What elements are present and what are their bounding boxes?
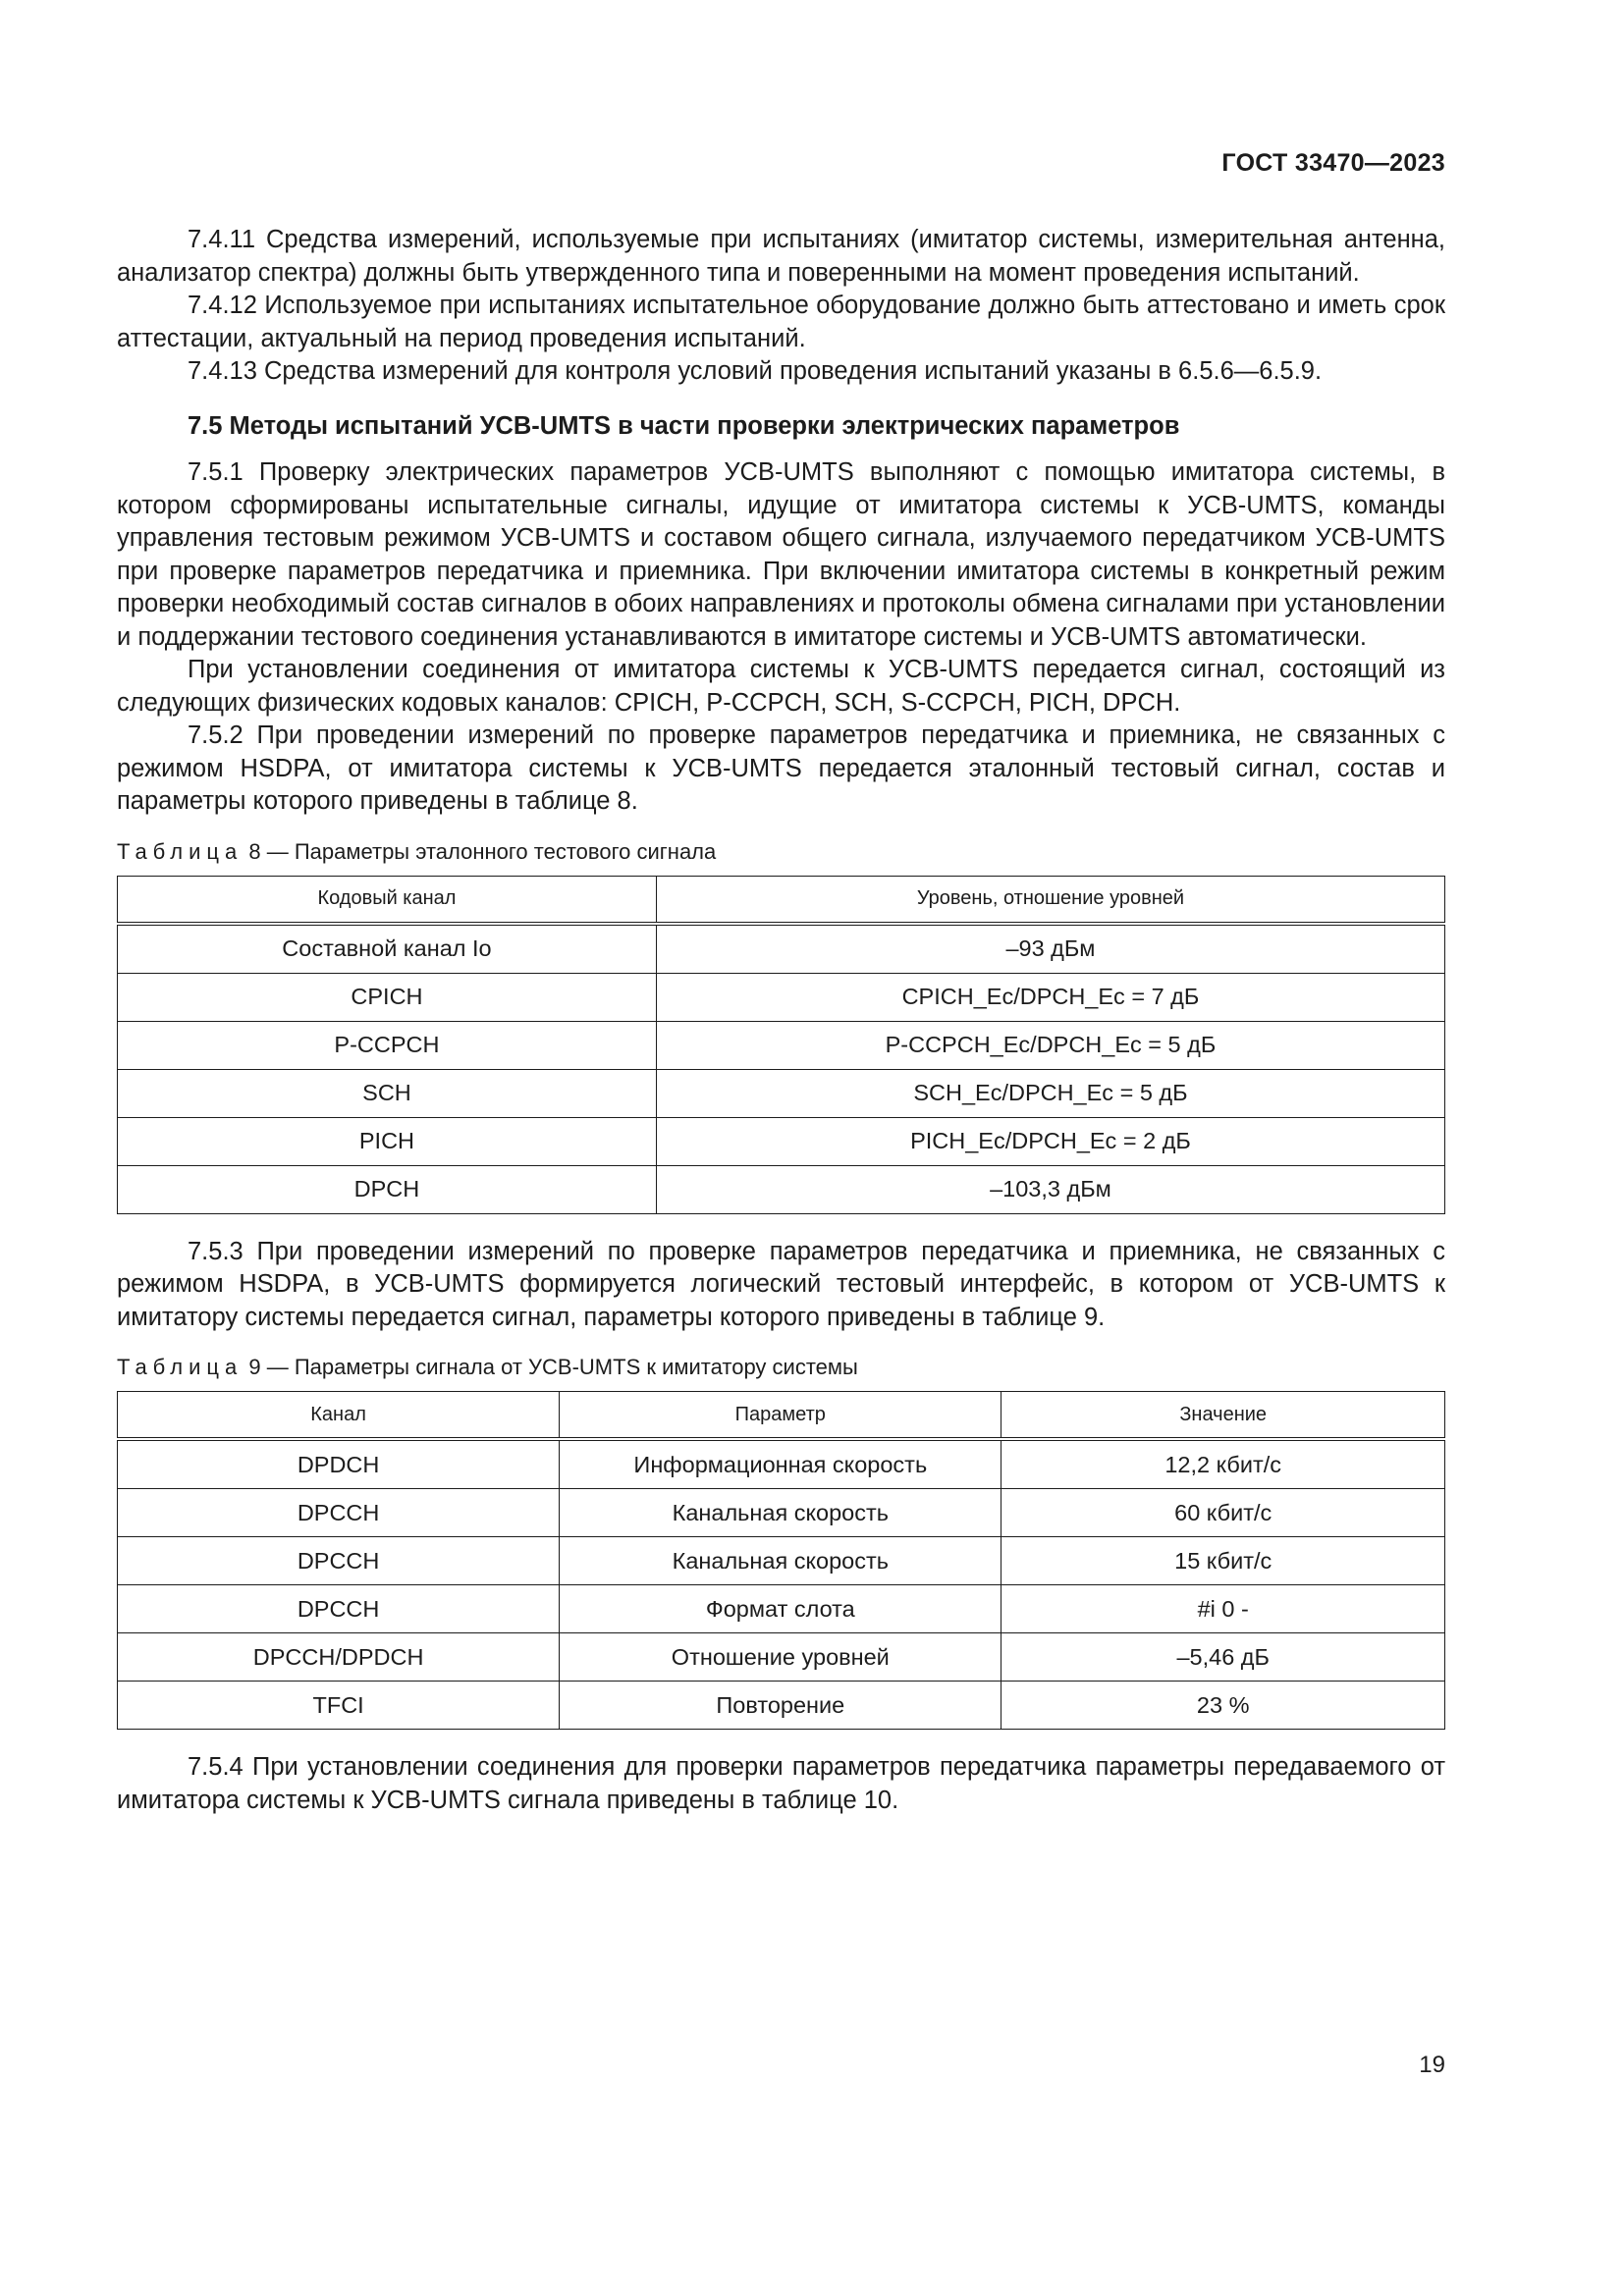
table-cell: 60 кбит/с <box>1001 1489 1445 1537</box>
table-header-row <box>118 1392 1445 1440</box>
table-cell: 15 кбит/с <box>1001 1537 1445 1585</box>
table-cell: CPICH <box>118 973 657 1021</box>
table-cell: #i 0 - <box>1001 1585 1445 1633</box>
document-page <box>117 0 1445 2296</box>
table-row <box>118 973 1445 1021</box>
paragraph-7-5-4: 7.5.4 При установлении соединения для проверки параметров передатчика параметры передаваемого от имитатора системы к УСВ-UMTS сигнала приведены в таблице 10. <box>117 1753 1445 1814</box>
table-cell: 12,2 кбит/с <box>1001 1439 1445 1489</box>
page-content <box>117 224 1445 1817</box>
column-header: Уровень, отношение уровней <box>656 876 1444 924</box>
paragraph-7-5-1: 7.5.1 Проверку электрических параметров УСВ-UMTS выполняют с помощью имитатора системы, в котором сформированы испытательные сигналы, идущие от имитатора системы к УСВ-UMTS, команды управления тестовым режимом УСВ-UMTS и составом общего сигнала, излучаемого передатчиком УСВ-UMTS при проверке параметров передатчика и приемника. При включении имитатора системы в конкретный режим проверки необходимый состав сигналов в обоих направлениях и протоколы обмена сигналами при установлении и поддержании тестового соединения устанавливаются в имитаторе системы и УСВ-UMTS автоматически. <box>117 458 1445 651</box>
table-header-row <box>118 876 1445 924</box>
table-cell: SCH <box>118 1069 657 1117</box>
paragraph-7-4-13: 7.4.13 Средства измерений для контроля условий проведения испытаний указаны в 6.5.6—6.5.9. <box>188 357 1323 385</box>
table-row <box>118 1633 1445 1682</box>
table-row <box>118 1117 1445 1165</box>
table-cell: P-CCPCH <box>118 1021 657 1069</box>
section-7-5-heading: 7.5 Методы испытаний УСВ-UMTS в части проверки электрических параметров <box>188 411 1180 440</box>
table-cell: DPCCH <box>118 1585 560 1633</box>
column-header: Канал <box>118 1392 560 1440</box>
table-8-caption-prefix: Таблица <box>117 838 244 864</box>
table-cell: DPCCH <box>118 1489 560 1537</box>
paragraph-7-4-11: 7.4.11 Средства измерений, используемые при испытаниях (имитатор системы, измерительная антенна, анализатор спектра) должны быть утвержденного типа и поверенными на момент проведения испытаний. <box>117 226 1445 287</box>
table-9-caption <box>117 1354 1445 1381</box>
column-header: Кодовый канал <box>118 876 657 924</box>
paragraph-7-4-12: 7.4.12 Используемое при испытаниях испытательное оборудование должно быть аттестовано и иметь срок аттестации, актуальный на период проведения испытаний. <box>117 292 1445 352</box>
table-8 <box>117 876 1445 1214</box>
table-row <box>118 1021 1445 1069</box>
paragraph-7-5-3: 7.5.3 При проведении измерений по проверке параметров передатчика и приемника, не связанных с режимом HSDPA, в УСВ-UMTS формируется логический тестовый интерфейс, в котором от УСВ-UMTS к имитатору системы передается сигнал, параметры которого приведены в таблице 9. <box>117 1237 1445 1331</box>
table-cell: SCH_Ec/DPCH_Ec = 5 дБ <box>656 1069 1444 1117</box>
table-cell: DPCH <box>118 1165 657 1213</box>
table-cell: CPICH_Ec/DPCH_Ec = 7 дБ <box>656 973 1444 1021</box>
table-row <box>118 1537 1445 1585</box>
table-cell: P-CCPCH_Ec/DPCH_Ec = 5 дБ <box>656 1021 1444 1069</box>
column-header: Значение <box>1001 1392 1445 1440</box>
table-cell: Составной канал Io <box>118 924 657 974</box>
table-cell: –93 дБм <box>656 924 1444 974</box>
table-cell: DPCCH <box>118 1537 560 1585</box>
table-row <box>118 1489 1445 1537</box>
table-row <box>118 924 1445 974</box>
table-cell: TFCI <box>118 1682 560 1730</box>
table-row <box>118 1439 1445 1489</box>
document-id-header: ГОСТ 33470—2023 <box>1221 149 1445 177</box>
table-cell: Информационная скорость <box>560 1439 1001 1489</box>
table-8-caption-title: 8 — Параметры эталонного тестового сигнала <box>248 838 717 864</box>
table-row <box>118 1165 1445 1213</box>
table-cell: –103,3 дБм <box>656 1165 1444 1213</box>
table-row <box>118 1682 1445 1730</box>
table-cell: Канальная скорость <box>560 1489 1001 1537</box>
table-row <box>118 1069 1445 1117</box>
paragraph-7-5-2: 7.5.2 При проведении измерений по проверке параметров передатчика и приемника, не связанных с режимом HSDPA, от имитатора системы к УСВ-UMTS передается эталонный тестовый сигнал, состав и параметры которого приведены в таблице 8. <box>117 721 1445 815</box>
table-cell: DPCCH/DPDCH <box>118 1633 560 1682</box>
table-cell: Канальная скорость <box>560 1537 1001 1585</box>
table-cell: 23 % <box>1001 1682 1445 1730</box>
table-9 <box>117 1391 1445 1730</box>
table-cell: Повторение <box>560 1682 1001 1730</box>
table-9-caption-title: 9 — Параметры сигнала от УСВ-UMTS к имитатору системы <box>248 1355 858 1379</box>
table-8-caption <box>117 838 1445 866</box>
table-cell: PICH_Ec/DPCH_Ec = 2 дБ <box>656 1117 1444 1165</box>
column-header: Параметр <box>560 1392 1001 1440</box>
table-cell: Отношение уровней <box>560 1633 1001 1682</box>
table-cell: –5,46 дБ <box>1001 1633 1445 1682</box>
table-cell: Формат слота <box>560 1585 1001 1633</box>
paragraph-7-5-1-continued: При установлении соединения от имитатора системы к УСВ-UMTS передается сигнал, состоящий из следующих физических кодовых каналов: CPICH, P-CCPCH, SCH, S-CCPCH, PICH, DPCH. <box>117 656 1445 717</box>
table-cell: PICH <box>118 1117 657 1165</box>
table-9-caption-prefix: Таблица <box>117 1355 244 1379</box>
table-cell: DPDCH <box>118 1439 560 1489</box>
table-row <box>118 1585 1445 1633</box>
page-number: 19 <box>1419 2052 1445 2078</box>
